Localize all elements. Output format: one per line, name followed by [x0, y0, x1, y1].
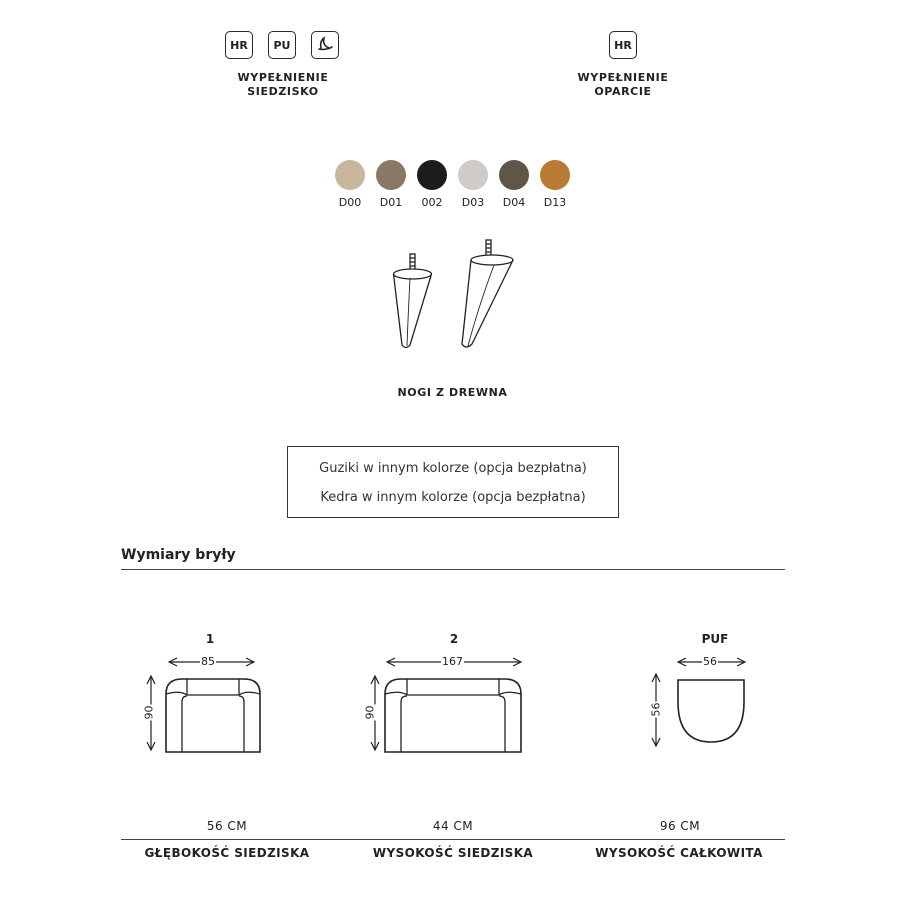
back-filling-caption: WYPEŁNIENIE OPARCIE	[577, 71, 669, 98]
model-1-height: 90	[142, 705, 156, 720]
model-2-width: 167	[442, 655, 463, 668]
seat-depth-label: GŁĘBOKOŚĆ SIEDZISKA	[144, 846, 310, 860]
wood-swatch-label: D13	[543, 196, 567, 209]
seat-filling-caption: WYPEŁNIENIE SIEDZISKO	[237, 71, 329, 98]
total-height-label: WYSOKOŚĆ CAŁKOWITA	[595, 846, 763, 860]
pu-foam-badge: PU	[268, 31, 296, 59]
options-box	[287, 446, 619, 518]
model-1-label: 1	[205, 632, 215, 646]
seat-height-value: 44 CM	[432, 819, 474, 833]
model-2-height: 90	[363, 705, 377, 720]
dimensions-title: Wymiary bryły	[121, 547, 236, 563]
wood-swatch-label: D00	[338, 196, 362, 209]
wood-swatch-label: D03	[461, 196, 485, 209]
wood-swatch-d13[interactable]	[540, 160, 570, 190]
summary-divider	[121, 839, 785, 840]
model-puf-width: 56	[703, 655, 717, 668]
wood-swatch-002[interactable]	[417, 160, 447, 190]
total-height-value: 96 CM	[659, 819, 701, 833]
model-2-label: 2	[449, 632, 459, 646]
wood-swatch-d03[interactable]	[458, 160, 488, 190]
model-puf-label: PUF	[701, 632, 729, 646]
model-puf-height: 56	[649, 702, 663, 717]
wooden-legs-icon	[380, 238, 540, 358]
option-piping-color: Kedra w innym kolorze (opcja bezpłatna)	[320, 490, 586, 505]
wood-swatch-label: D01	[379, 196, 403, 209]
hr-foam-badge: HR	[225, 31, 253, 59]
model-1-width: 85	[201, 655, 215, 668]
legs-caption: NOGI Z DREWNA	[397, 386, 508, 399]
seat-depth-value: 56 CM	[206, 819, 248, 833]
seat-height-label: WYSOKOŚĆ SIEDZISKA	[372, 846, 534, 860]
feather-icon	[311, 31, 339, 59]
wood-swatch-label: D04	[502, 196, 526, 209]
wood-swatch-d04[interactable]	[499, 160, 529, 190]
wood-swatch-d01[interactable]	[376, 160, 406, 190]
section-divider	[121, 569, 785, 570]
option-buttons-color: Guziki w innym kolorze (opcja bezpłatna)	[319, 461, 587, 476]
wood-swatch-d00[interactable]	[335, 160, 365, 190]
hr-foam-badge-back: HR	[609, 31, 637, 59]
wood-swatch-label: 002	[421, 196, 443, 209]
